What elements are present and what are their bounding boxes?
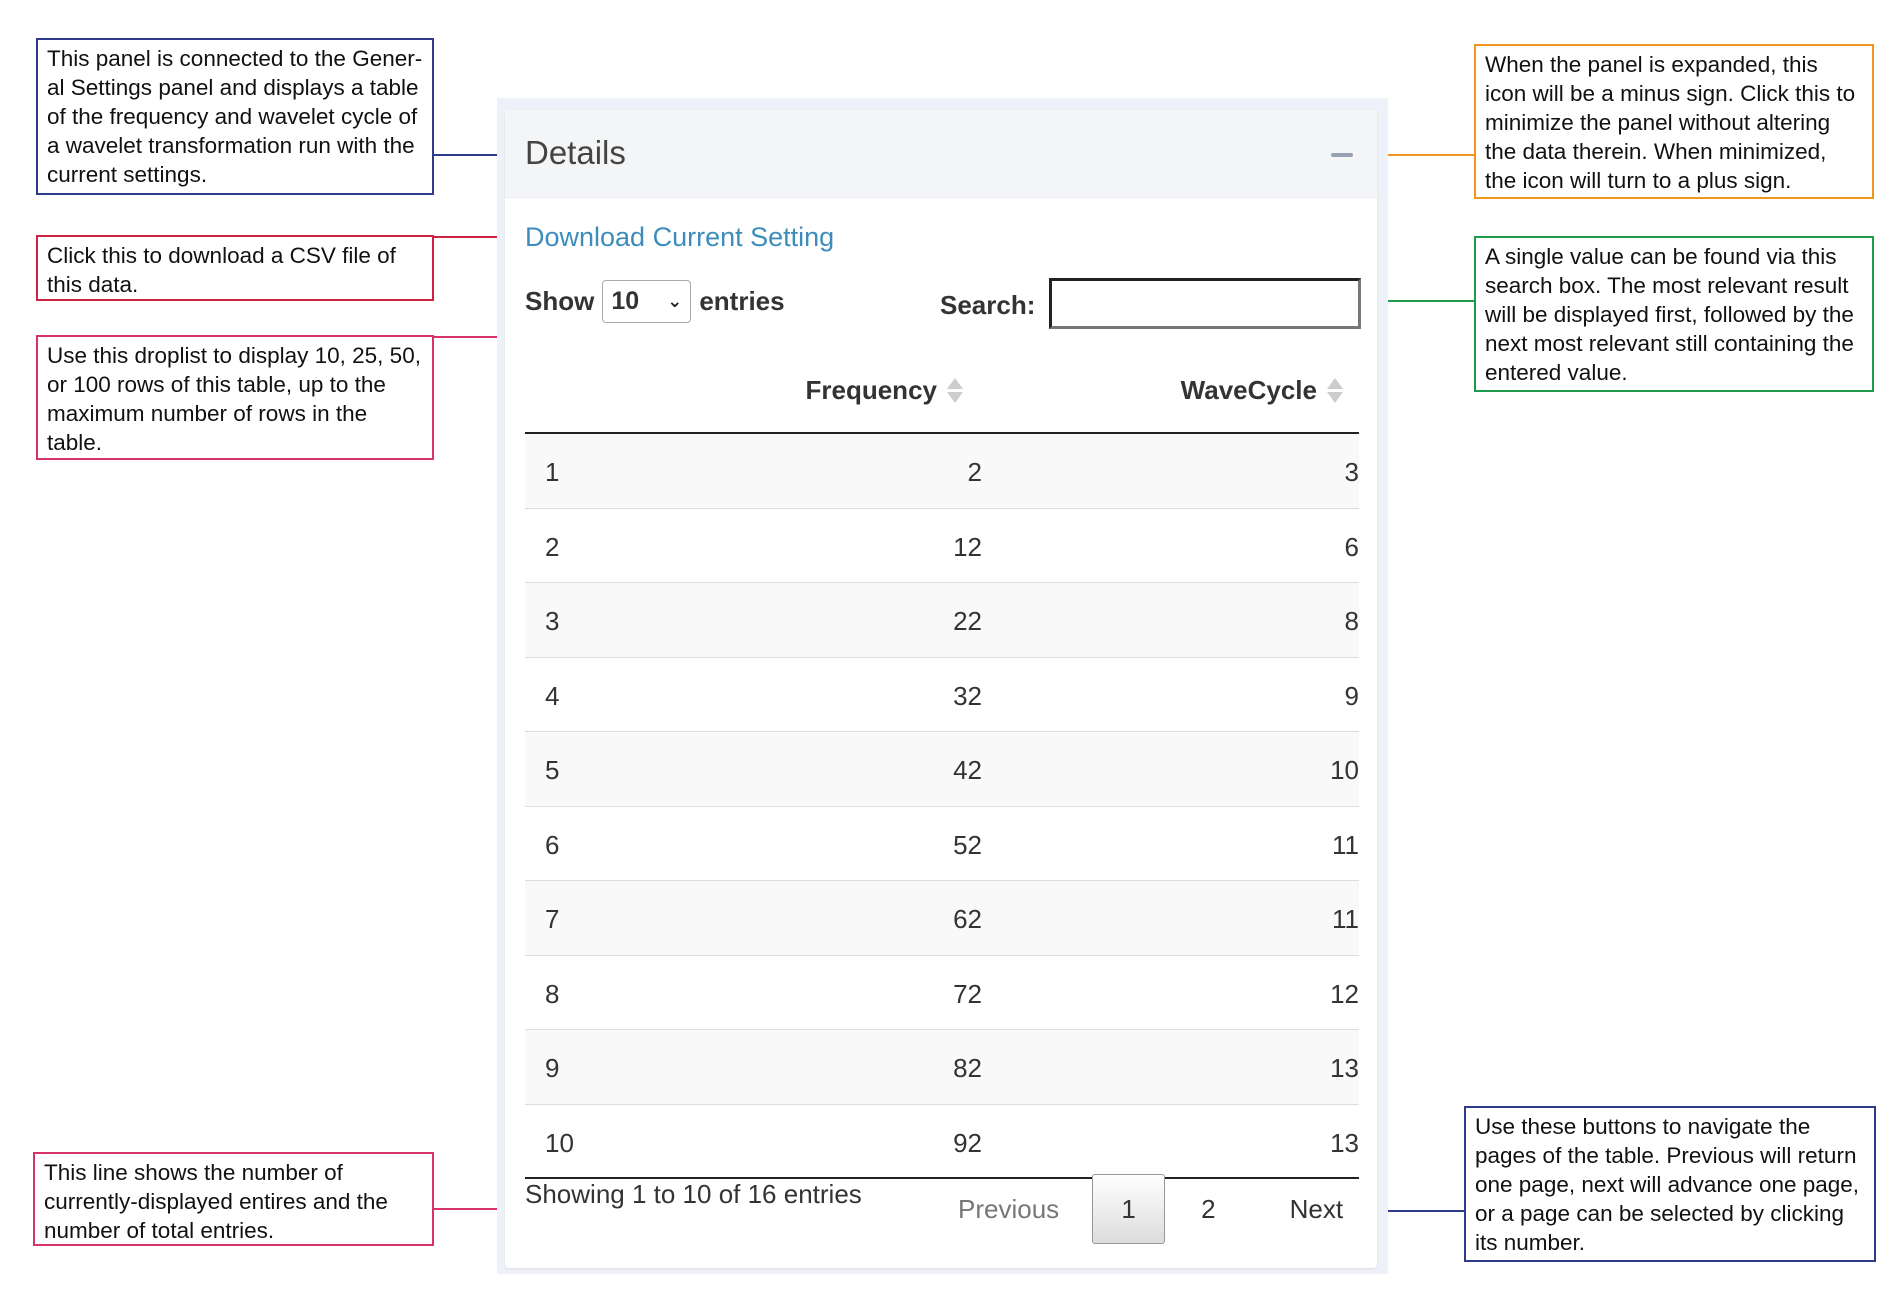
wavecycle-cell: 13 [1330,1053,1359,1083]
frequency-cell: 32 [953,680,982,711]
annotation-status-line: This line shows the number of currently-displayed entires and the number of total entries. [33,1152,434,1246]
row-index-cell: 2 [545,531,560,562]
table-header [525,350,1359,434]
show-label: Show [525,286,595,316]
details-panel [505,110,1377,1268]
column-header-wavecycle[interactable] [1181,375,1343,406]
download-current-setting-link[interactable]: Download Current Setting [525,222,835,252]
frequency-cell: 92 [953,1127,982,1158]
table-row [525,434,1359,509]
table-length-control [525,280,785,323]
previous-button[interactable]: Previous [958,1193,1060,1224]
table-row [525,732,1359,807]
search-input[interactable] [1049,278,1361,329]
table-row [525,658,1359,733]
frequency-cell: 62 [953,904,982,934]
frequency-cell: 12 [953,531,982,562]
minus-icon [1331,153,1353,157]
frequency-cell: 52 [953,829,982,860]
wavecycle-cell: 10 [1330,755,1359,785]
row-index-cell: 1 [545,457,560,487]
annotation-collapse: When the panel is expanded, this icon will be a minus sign. Click this to minimize the panel without altering the data therein. When minimized, the icon will turn to a plus sign. [1474,44,1874,199]
column-header-label: Frequency [805,375,937,405]
frequency-cell: 2 [967,457,982,487]
wavecycle-cell: 8 [1344,606,1359,636]
panel-header [505,110,1377,198]
collapse-button[interactable] [1329,146,1355,162]
table-row [525,956,1359,1031]
details-table [525,350,1359,1179]
table-info: Showing 1 to 10 of 16 entries [525,1179,862,1209]
table-row [525,509,1359,584]
search-label: Search: [940,290,1036,320]
table-body [525,434,1359,1179]
frequency-cell: 82 [953,1053,982,1083]
annotation-panel: This panel is connected to the Gener-al Settings panel and displays a table of the frequency and wavelet cycle of a wavelet transformation run with the current settings. [36,38,434,195]
table-row [525,583,1359,658]
sort-icon [1327,378,1343,403]
annotation-show-entries: Use this droplist to display 10, 25, 50, or 100 rows of this table, up to the maximum number of rows in the table. [36,335,434,460]
entries-select[interactable] [602,280,691,323]
annotation-download: Click this to download a CSV file of this data. [36,235,434,301]
row-index-cell: 4 [545,680,560,711]
entries-select-value: 10 [611,287,640,315]
frequency-cell: 42 [953,755,982,785]
panel-title: Details [525,134,626,171]
table-row [525,1030,1359,1105]
row-index-cell: 6 [545,829,560,860]
wavecycle-cell: 9 [1344,680,1359,711]
wavecycle-cell: 11 [1332,829,1359,860]
table-search [940,278,1361,329]
table-row [525,807,1359,882]
column-header-label: WaveCycle [1180,375,1317,405]
frequency-cell: 72 [953,978,982,1009]
annotation-search: A single value can be found via this search box. The most relevant result will be displayed first, followed by the next most relevant still containing the entered value. [1474,236,1874,392]
row-index-cell: 9 [545,1053,560,1083]
wavecycle-cell: 3 [1344,457,1359,487]
chevron-down-icon: ⌄ [667,291,683,311]
wavecycle-cell: 6 [1344,531,1359,562]
sort-icon [947,378,963,403]
row-index-cell: 3 [545,606,560,636]
pagination [941,1174,1343,1244]
column-header-frequency[interactable] [806,375,964,406]
annotation-pager: Use these buttons to navigate the pages of the table. Previous will return one page, next will advance one page, or a page can be selected by clicking its number. [1464,1106,1876,1262]
row-index-cell: 10 [545,1127,574,1158]
page-2-button[interactable]: 2 [1201,1193,1216,1224]
table-row [525,881,1359,956]
wavecycle-cell: 13 [1330,1127,1359,1158]
table-row [525,1105,1359,1180]
page-1-button[interactable]: 1 [1092,1174,1165,1244]
row-index-cell: 7 [545,904,560,934]
row-index-cell: 8 [545,978,560,1009]
next-button[interactable]: Next [1289,1193,1344,1224]
row-index-cell: 5 [545,755,560,785]
entries-label: entries [699,286,785,316]
wavecycle-cell: 12 [1330,978,1359,1009]
wavecycle-cell: 11 [1332,904,1359,934]
frequency-cell: 22 [953,606,982,636]
